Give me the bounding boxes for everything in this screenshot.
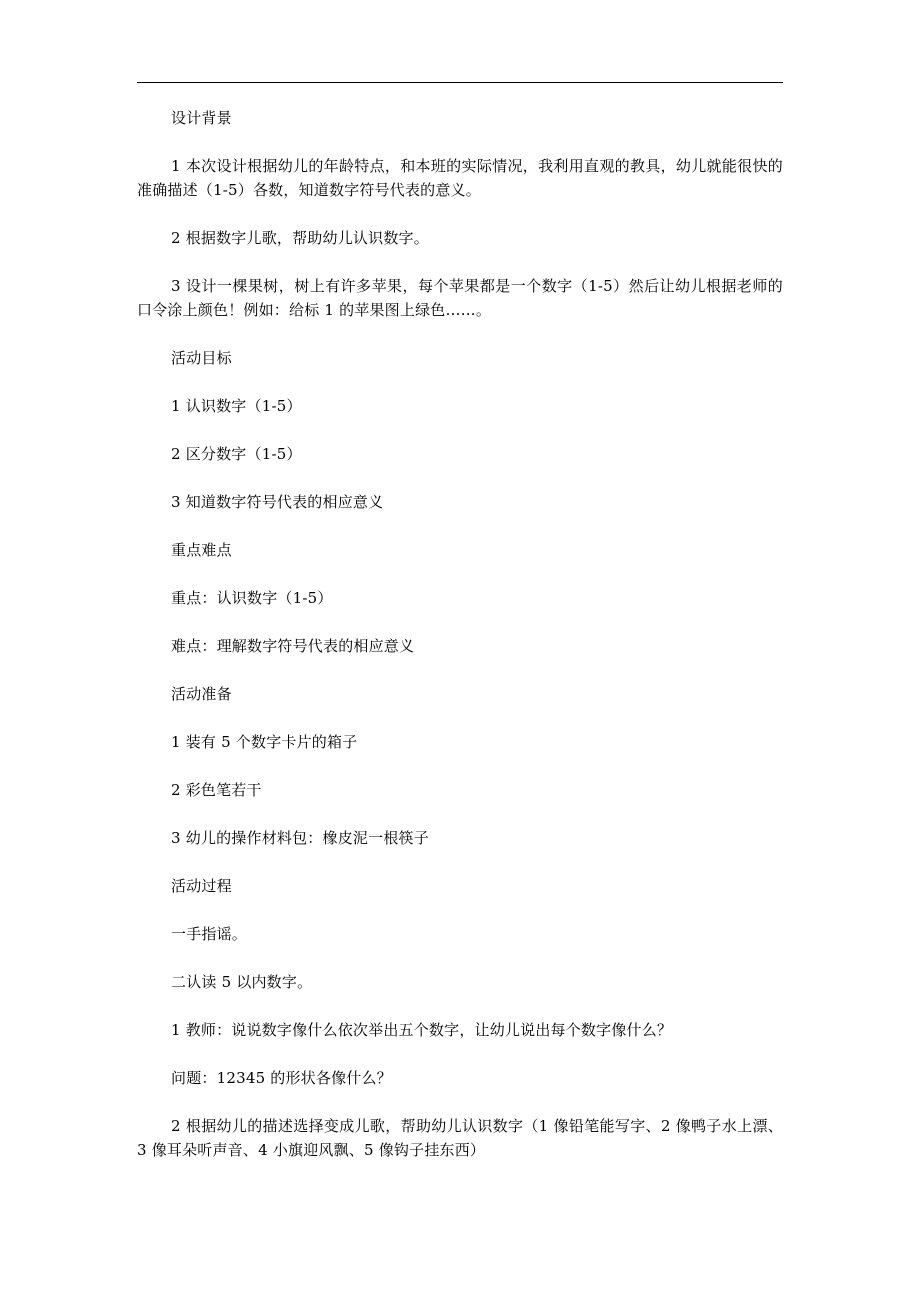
paragraph-difficulty: 难点：理解数字符号代表的相应意义 bbox=[171, 637, 415, 655]
paragraph-question: 问题：12345 的形状各像什么？ bbox=[171, 1069, 392, 1087]
paragraph-prep-1: 1 装有 5 个数字卡片的箱子 bbox=[171, 733, 358, 751]
section-heading-design-background: 设计背景 bbox=[171, 109, 232, 127]
paragraph-goal-3: 3 知道数字符号代表的相应意义 bbox=[171, 493, 384, 511]
section-heading-key-difficulties: 重点难点 bbox=[171, 541, 232, 559]
paragraph-background-1: 1 本次设计根据幼儿的年龄特点，和本班的实际情况，我利用直观的教具，幼儿就能很快的准确描述（1-5）各数，知道数字符号代表的意义。 bbox=[137, 157, 783, 199]
section-heading-activity-process: 活动过程 bbox=[171, 877, 232, 895]
header-rule bbox=[137, 82, 783, 83]
paragraph-process-2-2: 2 根据幼儿的描述选择变成儿歌，帮助幼儿认识数字（1 像铅笔能写字、2 像鸭子水上漂、3 像耳朵听声音、4 小旗迎风飘、5 像钩子挂东西） bbox=[137, 1117, 783, 1159]
paragraph-process-2: 二认读 5 以内数字。 bbox=[171, 973, 313, 991]
paragraph-process-1: 一手指谣。 bbox=[171, 925, 248, 943]
document-body bbox=[137, 106, 783, 1186]
paragraph-background-2: 2 根据数字儿歌，帮助幼儿认识数字。 bbox=[171, 229, 429, 247]
paragraph-background-3: 3 设计一棵果树，树上有许多苹果，每个苹果都是一个数字（1-5）然后让幼儿根据老师的口令涂上颜色！例如：给标 1 的苹果图上绿色……。 bbox=[137, 277, 783, 319]
section-heading-activity-preparation: 活动准备 bbox=[171, 685, 232, 703]
paragraph-process-2-1: 1 教师：说说数字像什么依次举出五个数字，让幼儿说出每个数字像什么？ bbox=[171, 1021, 673, 1039]
section-heading-activity-goals: 活动目标 bbox=[171, 349, 232, 367]
paragraph-goal-1: 1 认识数字（1-5） bbox=[171, 397, 302, 415]
paragraph-key-point: 重点：认识数字（1-5） bbox=[171, 589, 333, 607]
paragraph-prep-2: 2 彩色笔若干 bbox=[171, 781, 262, 799]
paragraph-prep-3: 3 幼儿的操作材料包：橡皮泥一根筷子 bbox=[171, 829, 429, 847]
paragraph-goal-2: 2 区分数字（1-5） bbox=[171, 445, 302, 463]
